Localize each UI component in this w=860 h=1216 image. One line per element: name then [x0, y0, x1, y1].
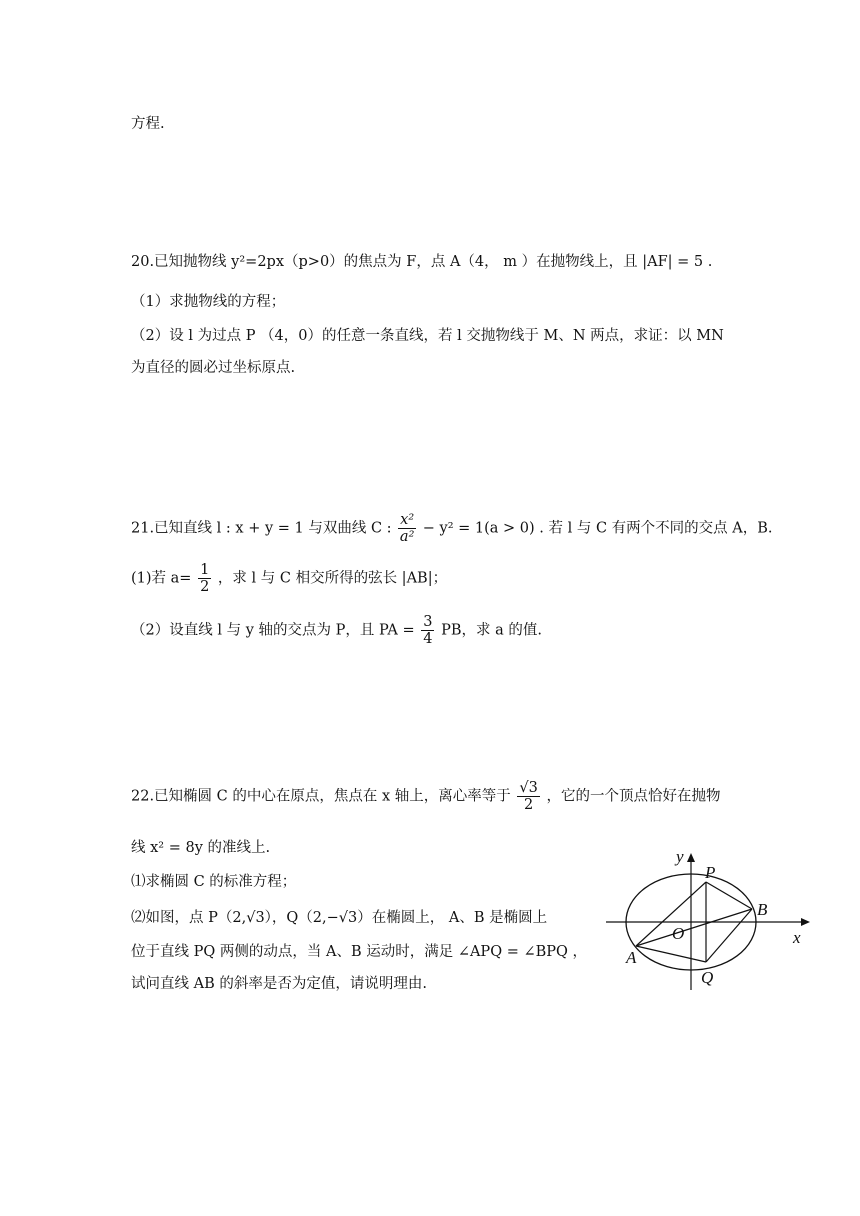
q20-part1: （1）求抛物线的方程； [131, 294, 286, 310]
q22-eccentricity-fraction [517, 780, 539, 813]
segment-AB [636, 909, 752, 946]
q21-p2-num: 3 [423, 614, 433, 630]
q21-part2 [131, 614, 542, 647]
label-P: P [705, 863, 716, 882]
q21-part1-b: ，求 l 与 C 相交所得的弦长 |AB|； [217, 570, 448, 587]
label-B: B [757, 900, 768, 919]
q21-p2-den: 4 [423, 631, 433, 647]
q22-stem-b: ，它的一个顶点恰好在抛物 [546, 788, 721, 805]
ellipse-figure [596, 840, 826, 1000]
q21-part1 [131, 562, 447, 595]
q21-part1-fraction [198, 562, 211, 595]
q22-stem [131, 780, 720, 813]
prev-question-tail: 方程. [131, 116, 165, 132]
q22-part2-line2: 位于直线 PQ 两侧的动点，当 A、B 运动时，满足 ∠APQ = ∠BPQ ， [131, 944, 588, 960]
q20-part2-line2: 为直径的圆必过坐标原点. [131, 360, 296, 376]
label-O: O [672, 924, 685, 943]
segment-QA [636, 946, 706, 962]
q21-frac-den: a² [399, 529, 415, 545]
q22-stem-a: 22.已知椭圆 C 的中心在原点，焦点在 x 轴上，离心率等于 [131, 788, 511, 805]
q20-part2-line1: （2）设 l 为过点 P （4，0）的任意一条直线，若 l 交抛物线于 M、N 两点，求证：以 MN [131, 328, 724, 344]
label-x: x [793, 928, 801, 947]
q22-ecc-den: 2 [524, 797, 534, 813]
q21-part2-fraction [421, 614, 434, 647]
q22-ecc-num: √3 [519, 780, 538, 796]
q22-part1: ⑴求椭圆 C 的标准方程； [131, 874, 297, 890]
q21-hyperbola-fraction [398, 512, 416, 545]
q21-stem [131, 512, 773, 545]
q22-stem-line2: 线 x² = 8y 的准线上. [131, 840, 271, 856]
q21-part1-a: (1)若 a= [131, 570, 192, 587]
q21-stem-b: − y² = 1(a > 0) . 若 l 与 C 有两个不同的交点 A，B. [422, 520, 773, 537]
q20-stem: 20.已知抛物线 y²=2px（p>0）的焦点为 F，点 A（4， m ）在抛物线上，且 |AF| = 5 . [131, 254, 713, 270]
segment-AP [636, 882, 706, 946]
q21-frac-num: x² [400, 512, 415, 528]
q21-part2-b: PB，求 a 的值. [441, 622, 542, 639]
q21-p1-den: 2 [200, 579, 210, 595]
q22-part2-line1: ⑵如图，点 P（2,√3），Q（2,−√3）在椭圆上， A、B 是椭圆上 [131, 910, 548, 926]
q21-p1-num: 1 [200, 562, 210, 578]
label-Q: Q [701, 968, 714, 987]
label-y: y [676, 847, 684, 866]
y-axis-arrow [687, 853, 695, 862]
q22-part2-line3: 试问直线 AB 的斜率是否为定值，请说明理由. [131, 976, 427, 992]
label-A: A [626, 948, 637, 967]
q21-stem-a: 21.已知直线 l : x + y = 1 与双曲线 C : [131, 520, 392, 537]
q21-part2-a: （2）设直线 l 与 y 轴的交点为 P，且 PA = [131, 622, 415, 639]
x-axis-arrow [801, 918, 810, 926]
